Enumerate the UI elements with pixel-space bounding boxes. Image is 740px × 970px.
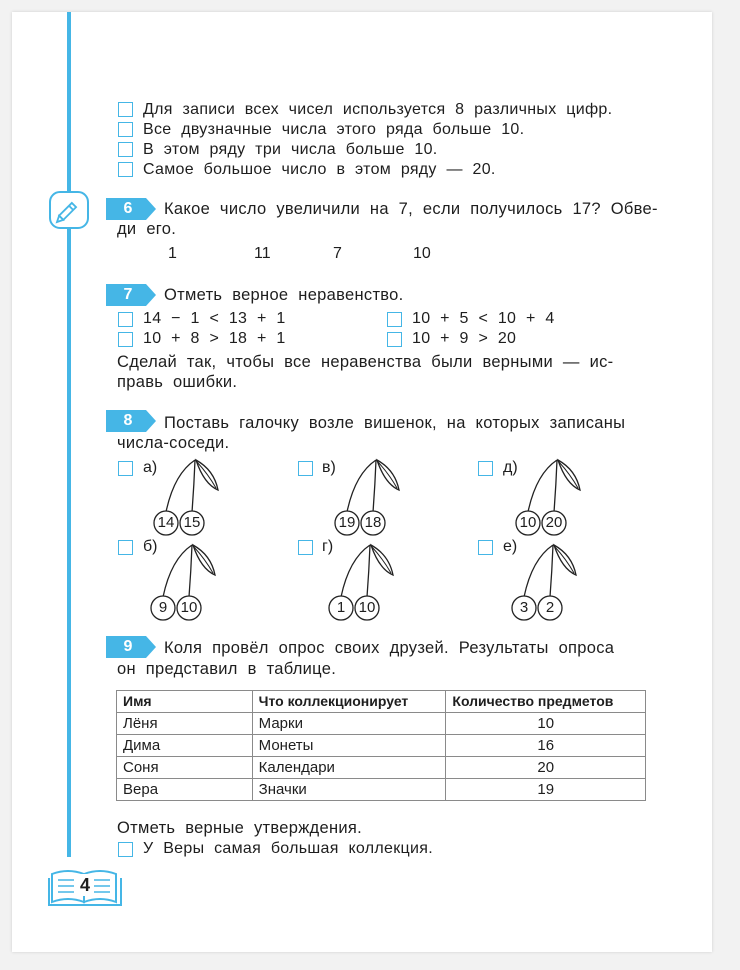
cherry-b-number-1: 9 [158,599,168,616]
cherry-checkbox-d[interactable] [478,461,493,476]
task-7-note-line-1: Сделай так, чтобы все неравенства были верными — ис- [117,353,614,371]
task-6-option-1[interactable]: 1 [168,245,177,262]
cherry-checkbox-b[interactable] [118,540,133,555]
statement-text-2: Все двузначные числа этого ряда больше 10. [143,121,525,138]
cherry-g-number-1: 1 [336,599,346,616]
survey-table [116,690,646,801]
task-8-question-line-2: числа-соседи. [117,434,230,452]
task-6-number: 6 [123,200,133,217]
table-cell-collection: Монеты [252,735,446,757]
task-9-question-line-2: он представил в таблице. [117,660,337,678]
table-header-name: Имя [117,691,253,713]
cherry-g [325,541,405,621]
table-header-collection: Что коллекционирует [252,691,446,713]
task-6-option-2[interactable]: 11 [254,245,271,262]
table-cell-name: Вера [117,779,253,801]
cherry-e [508,541,588,621]
task-8-number: 8 [123,412,133,429]
table-cell-count: 10 [446,713,646,735]
table-cell-collection: Марки [252,713,446,735]
table-cell-name: Дима [117,735,253,757]
table-row [117,713,646,735]
cherry-label-e: е) [503,538,518,555]
table-cell-name: Соня [117,757,253,779]
task-9-question-line-1: Коля провёл опрос своих друзей. Результаты опроса [164,639,615,657]
table-cell-name: Лёня [117,713,253,735]
table-header-count: Количество предметов [446,691,646,713]
cherry-e-number-2: 2 [545,599,555,616]
inequality-2: 10 + 5 < 10 + 4 [412,310,555,327]
statement-text-4: Самое большое число в этом ряду — 20. [143,161,496,178]
inequality-checkbox-4[interactable] [387,332,402,347]
table-cell-collection: Календари [252,757,446,779]
task-8-question-line-1: Поставь галочку возле вишенок, на которых записаны [164,414,626,432]
book-icon [48,868,122,906]
cherry-a [150,456,230,536]
cherry-d-number-1: 10 [519,514,537,531]
inequality-checkbox-1[interactable] [118,312,133,327]
statement-checkbox-1[interactable] [118,102,133,117]
task-7-badge [106,284,156,306]
task-6-option-3[interactable]: 7 [333,245,342,262]
table-row [117,735,646,757]
table-cell-count: 20 [446,757,646,779]
cherry-checkbox-e[interactable] [478,540,493,555]
table-cell-collection: Значки [252,779,446,801]
statement-checkbox-3[interactable] [118,142,133,157]
table-cell-count: 19 [446,779,646,801]
statement-text-1: Для записи всех чисел используется 8 различных цифр. [143,101,613,118]
cherry-label-d: д) [503,459,518,476]
cherry-label-a: а) [143,459,158,476]
task-9-statement-checkbox[interactable] [118,842,133,857]
cherry-d-number-2: 20 [545,514,563,531]
inequality-3: 10 + 8 > 18 + 1 [143,330,286,347]
cherry-checkbox-g[interactable] [298,540,313,555]
table-row [117,757,646,779]
inequality-checkbox-3[interactable] [118,332,133,347]
task-7-note-line-2: правь ошибки. [117,373,238,391]
margin-line [67,12,71,857]
pencil-icon [48,190,92,230]
task-9-number: 9 [123,638,133,655]
task-9-question: Отметь верные утверждения. [117,819,362,837]
cherry-v-number-2: 18 [364,514,382,531]
cherry-checkbox-v[interactable] [298,461,313,476]
task-6-badge [106,198,156,220]
task-9-statement: У Веры самая большая коллекция. [143,840,433,857]
task-8-badge [106,410,156,432]
task-7-number: 7 [123,286,133,303]
table-header-row [117,691,646,713]
cherry-b-number-2: 10 [180,599,198,616]
cherry-a-number-1: 14 [157,514,175,531]
statement-checkbox-2[interactable] [118,122,133,137]
task-6-question-line-2: ди его. [117,220,177,238]
task-7-title: Отметь верное неравенство. [164,286,404,304]
table-cell-count: 16 [446,735,646,757]
cherry-b [147,541,227,621]
cherry-v-number-1: 19 [338,514,356,531]
cherry-label-g: г) [322,538,334,555]
cherry-checkbox-a[interactable] [118,461,133,476]
cherry-label-b: б) [143,538,158,555]
cherry-v [331,456,411,536]
cherry-a-number-2: 15 [183,514,201,531]
inequality-4: 10 + 9 > 20 [412,330,517,347]
statement-text-3: В этом ряду три числа больше 10. [143,141,438,158]
task-9-badge [106,636,156,658]
task-6-question-line-1: Какое число увеличили на 7, если получилось 17? Обве- [164,200,658,218]
page-number: 4 [77,874,93,896]
cherry-g-number-2: 10 [358,599,376,616]
task-6-option-4[interactable]: 10 [413,245,431,262]
inequality-1: 14 − 1 < 13 + 1 [143,310,286,327]
cherry-label-v: в) [322,459,336,476]
statement-checkbox-4[interactable] [118,162,133,177]
cherry-d [512,456,592,536]
inequality-checkbox-2[interactable] [387,312,402,327]
table-row [117,779,646,801]
cherry-e-number-1: 3 [519,599,529,616]
